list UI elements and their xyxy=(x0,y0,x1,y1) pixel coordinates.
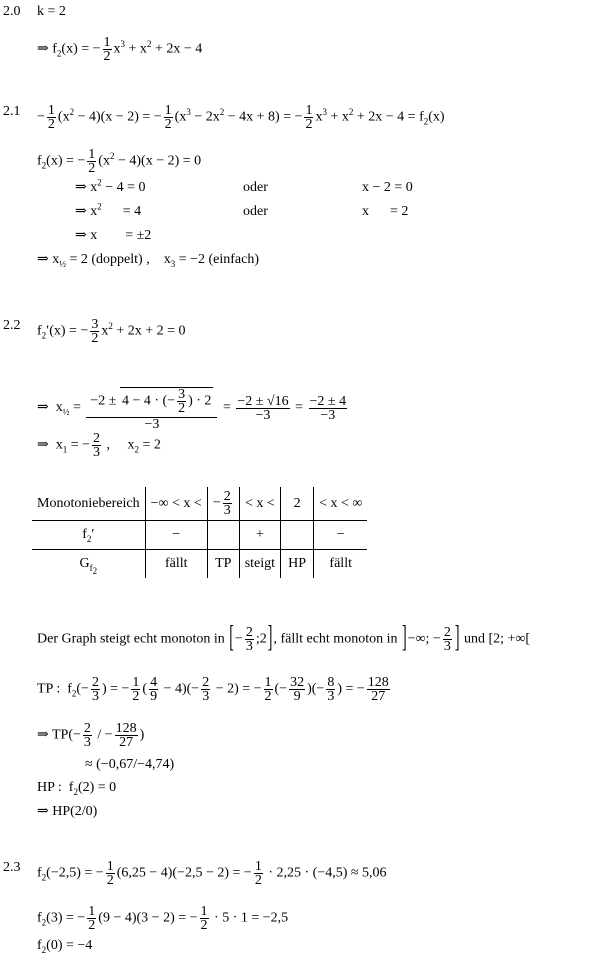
roots-result: ⇒ $x_{\frac{1}{2}} = 2$ (doppelt) , $x_3 = -2$ (einfach) xyxy=(37,252,260,269)
table-cell: < x < xyxy=(239,487,280,521)
case-1: ⇒ $x^2 - 4 = 0$ xyxy=(75,177,146,195)
value-at-0: $f_2(0) = -4$ xyxy=(37,938,93,955)
table-cell: −∞ < x < xyxy=(145,487,207,521)
monotony-table xyxy=(32,487,367,578)
given-k: k = 2 xyxy=(37,4,66,19)
table-cell xyxy=(281,521,314,550)
tp-approx: ≈ (−0,67/−4,74) xyxy=(85,757,175,772)
section-number: 2.3 xyxy=(3,860,21,875)
oder-2: oder xyxy=(243,204,268,219)
quadratic-formula: ⇒ $x_{\frac{1}{2}}$ = −2 ± 4 − 4 · (− $\frac{3}{2}$ ) · 2 −3 = $\frac{-2 \pm √16}{-3}$ = $\frac{-2 \pm 4}{-3}$ xyxy=(37,387,347,432)
section-number: 2.1 xyxy=(3,104,21,119)
table-cell: − $\frac{2}{3}$ xyxy=(207,487,239,521)
monotony-statement: Der Graph steigt echt monoton in [− $\frac{2}{3}$ ;2], fällt echt monoton in ]−∞; − $\frac{2}{3}$ ] und [2; +∞[ xyxy=(37,622,531,656)
table-header-label: Monotoniebereich xyxy=(32,487,145,521)
hp-point: ⇒ HP(2/0) xyxy=(37,804,98,819)
table-cell: fällt xyxy=(145,550,207,579)
table-cell: − xyxy=(314,521,368,550)
row-label-graph: $G_{f_2}$ xyxy=(32,550,145,579)
table-cell: < x < ∞ xyxy=(319,495,363,511)
hp-calculation: HP : $f_2(2) = 0$ xyxy=(37,780,117,797)
section-number: 2.2 xyxy=(3,318,21,333)
function-definition: ⇒ $f_2(x)$ = − $\frac{1}{2}$ $x^3 + x^2 + 2x - 4$ xyxy=(37,35,203,64)
row-label-fprime: $f_2'$ xyxy=(32,521,145,550)
table-cell xyxy=(207,521,239,550)
zero-equation: $f_2(x)$ = − $\frac{1}{2}$ $(x^2 - 4)(x - 2) = 0$ xyxy=(37,147,202,176)
table-cell: fällt xyxy=(314,550,368,579)
section-number: 2.0 xyxy=(3,4,21,19)
table-cell: 2 xyxy=(281,487,314,521)
value-at-minus-2-5: $f_2(-2,5)$ = − $\frac{1}{2}$ (6,25 − 4)(−2,5 − 2) = − $\frac{1}{2}$ · 2,25 · (−4,5) ≈ 5,06 xyxy=(37,859,387,888)
table-cell: HP xyxy=(281,550,314,579)
critical-points: ⇒ $x_1$ = − $\frac{2}{3}$ , $x_2 = 2$ xyxy=(37,431,161,460)
table-cell: − xyxy=(145,521,207,550)
tp-calculation: TP : $f_2(-$ $\frac{2}{3}$ ) = − $\frac{1}{2}$ ( $\frac{4}{9}$ − 4)(− $\frac{2}{3}$ − 2) = − $\frac{1}{2}$ (− $\frac{32}{9}$ )(− $\frac{8}{3}$ ) = − $\frac{128}{27}$ xyxy=(37,675,389,704)
value-at-3: $f_2(3)$ = − $\frac{1}{2}$ (9 − 4)(3 − 2) = − $\frac{1}{2}$ · 5 · 1 = −2,5 xyxy=(37,904,289,933)
case-1c: ⇒ x = ±2 xyxy=(75,228,152,243)
case-2: x − 2 = 0 xyxy=(362,180,413,195)
table-cell: steigt xyxy=(239,550,280,579)
case-1b: ⇒ $x^2$ = 4 xyxy=(75,201,142,219)
expansion-line: − $\frac{1}{2}$ $(x^2 - 4)(x - 2)$ = − $\frac{1}{2}$ $(x^3 - 2x^2 - 4x + 8)$ = − $\frac{1}{2}$ $x^3 + x^2 + 2x - 4 = f_2(x)$ xyxy=(37,103,445,132)
table-cell: TP xyxy=(207,550,239,579)
case-2b: x = 2 xyxy=(362,204,409,219)
tp-point: ⇒ TP(− $\frac{2}{3}$ / − $\frac{128}{27}$ ) xyxy=(37,721,145,750)
derivative-equation: $f_2'(x)$ = − $\frac{3}{2}$ $x^2 + 2x + 2 = 0$ xyxy=(37,317,186,346)
table-cell: + xyxy=(239,521,280,550)
oder-1: oder xyxy=(243,180,268,195)
